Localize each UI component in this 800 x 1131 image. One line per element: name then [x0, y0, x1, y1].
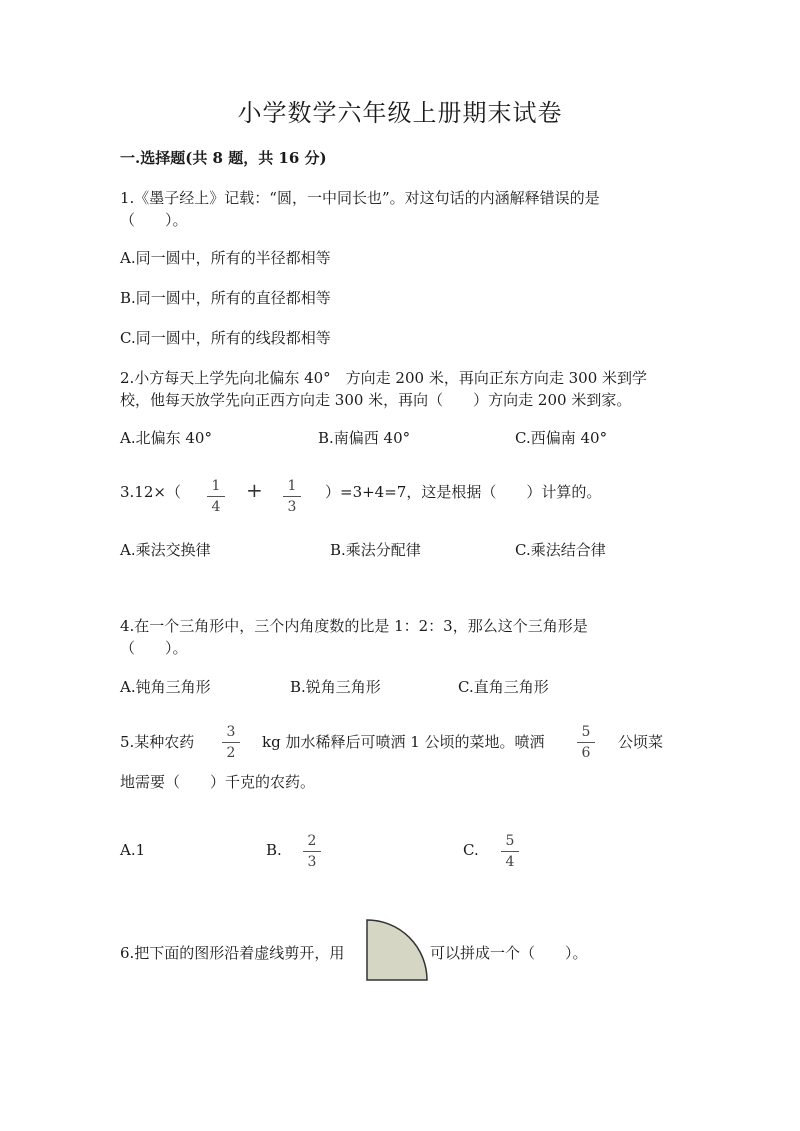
q1-text-line1: 1.《墨子经上》记载：“圆，一中同长也”。对这句话的内涵解释错误的是	[120, 189, 600, 207]
q2-text-line2: 校，他每天放学先向正西方向走 300 米，再向（ ）方向走 200 米到家。	[120, 391, 632, 409]
q2-text-line1: 2.小方每天上学先向北偏东 40° 方向走 200 米，再向正东方向走 300 米到学	[120, 369, 648, 387]
quarter-circle-figure	[366, 919, 428, 981]
q3-plus-sign: +	[246, 478, 263, 502]
q5-option-b-fraction	[300, 833, 324, 870]
q5-frac2-denominator: 6	[581, 745, 591, 761]
q5-optb-denominator: 3	[307, 854, 317, 870]
q2-option-a: A.北偏东 40°	[120, 429, 212, 447]
q6-suffix: 可以拼成一个（ ）。	[430, 944, 588, 962]
q5-frac1-denominator: 2	[226, 745, 236, 761]
q5-optc-denominator: 4	[505, 854, 515, 870]
q2-option-c: C.西偏南 40°	[515, 429, 608, 447]
q5-optb-numerator: 2	[307, 833, 317, 849]
q3-frac1-denominator: 4	[211, 499, 221, 515]
page-title: 小学数学六年级上册期末试卷	[237, 99, 563, 127]
q4-text-line1: 4.在一个三角形中，三个内角度数的比是 1：2：3，那么这个三角形是	[120, 617, 588, 635]
q5-prefix: 5.某种农药	[120, 733, 195, 751]
fraction-bar	[207, 496, 225, 497]
q4-option-b: B.锐角三角形	[290, 678, 381, 696]
q6-prefix: 6.把下面的图形沿着虚线剪开，用	[120, 944, 345, 962]
q5-option-b: B.	[266, 841, 282, 859]
q5-text-line2: 地需要（ ）千克的农药。	[120, 773, 316, 791]
q1-option-b: B.同一圆中，所有的直径都相等	[120, 289, 331, 307]
fraction-bar	[303, 851, 321, 852]
q3-fraction-1	[204, 478, 228, 515]
q1-text-line2: （ ）。	[120, 211, 188, 229]
q5-fraction-2	[574, 724, 598, 761]
fraction-bar	[577, 742, 595, 743]
q1-option-a: A.同一圆中，所有的半径都相等	[120, 249, 331, 267]
q3-option-c: C.乘法结合律	[515, 541, 606, 559]
quarter-circle-shape	[367, 920, 427, 980]
q5-optc-numerator: 5	[505, 833, 515, 849]
q3-frac1-numerator: 1	[211, 478, 221, 494]
q5-suffix: 公顷菜	[618, 733, 664, 751]
q5-fraction-1	[219, 724, 243, 761]
fraction-bar	[222, 742, 240, 743]
section-heading: 一.选择题(共 8 题，共 16 分)	[120, 149, 327, 167]
fraction-bar	[283, 496, 301, 497]
q4-text-line2: （ ）。	[120, 639, 188, 657]
fraction-bar	[501, 851, 519, 852]
q3-frac2-denominator: 3	[287, 499, 297, 515]
q5-middle: kg 加水稀释后可喷洒 1 公顷的菜地。喷洒	[262, 733, 545, 751]
q3-option-a: A.乘法交换律	[120, 541, 211, 559]
q5-frac2-numerator: 5	[581, 724, 591, 740]
q3-frac2-numerator: 1	[287, 478, 297, 494]
q3-suffix: ）=3+4=7，这是根据（ ）计算的。	[325, 483, 602, 501]
q5-option-c-fraction	[498, 833, 522, 870]
q3-prefix: 3.12×（	[120, 483, 181, 501]
q4-option-a: A.钝角三角形	[120, 678, 211, 696]
q2-option-b: B.南偏西 40°	[318, 429, 411, 447]
q3-fraction-2	[280, 478, 304, 515]
q1-option-c: C.同一圆中，所有的线段都相等	[120, 329, 331, 347]
q3-option-b: B.乘法分配律	[330, 541, 421, 559]
q5-option-a: A.1	[120, 841, 146, 859]
q4-option-c: C.直角三角形	[458, 678, 549, 696]
q5-option-c: C.	[463, 841, 479, 859]
q5-frac1-numerator: 3	[226, 724, 236, 740]
